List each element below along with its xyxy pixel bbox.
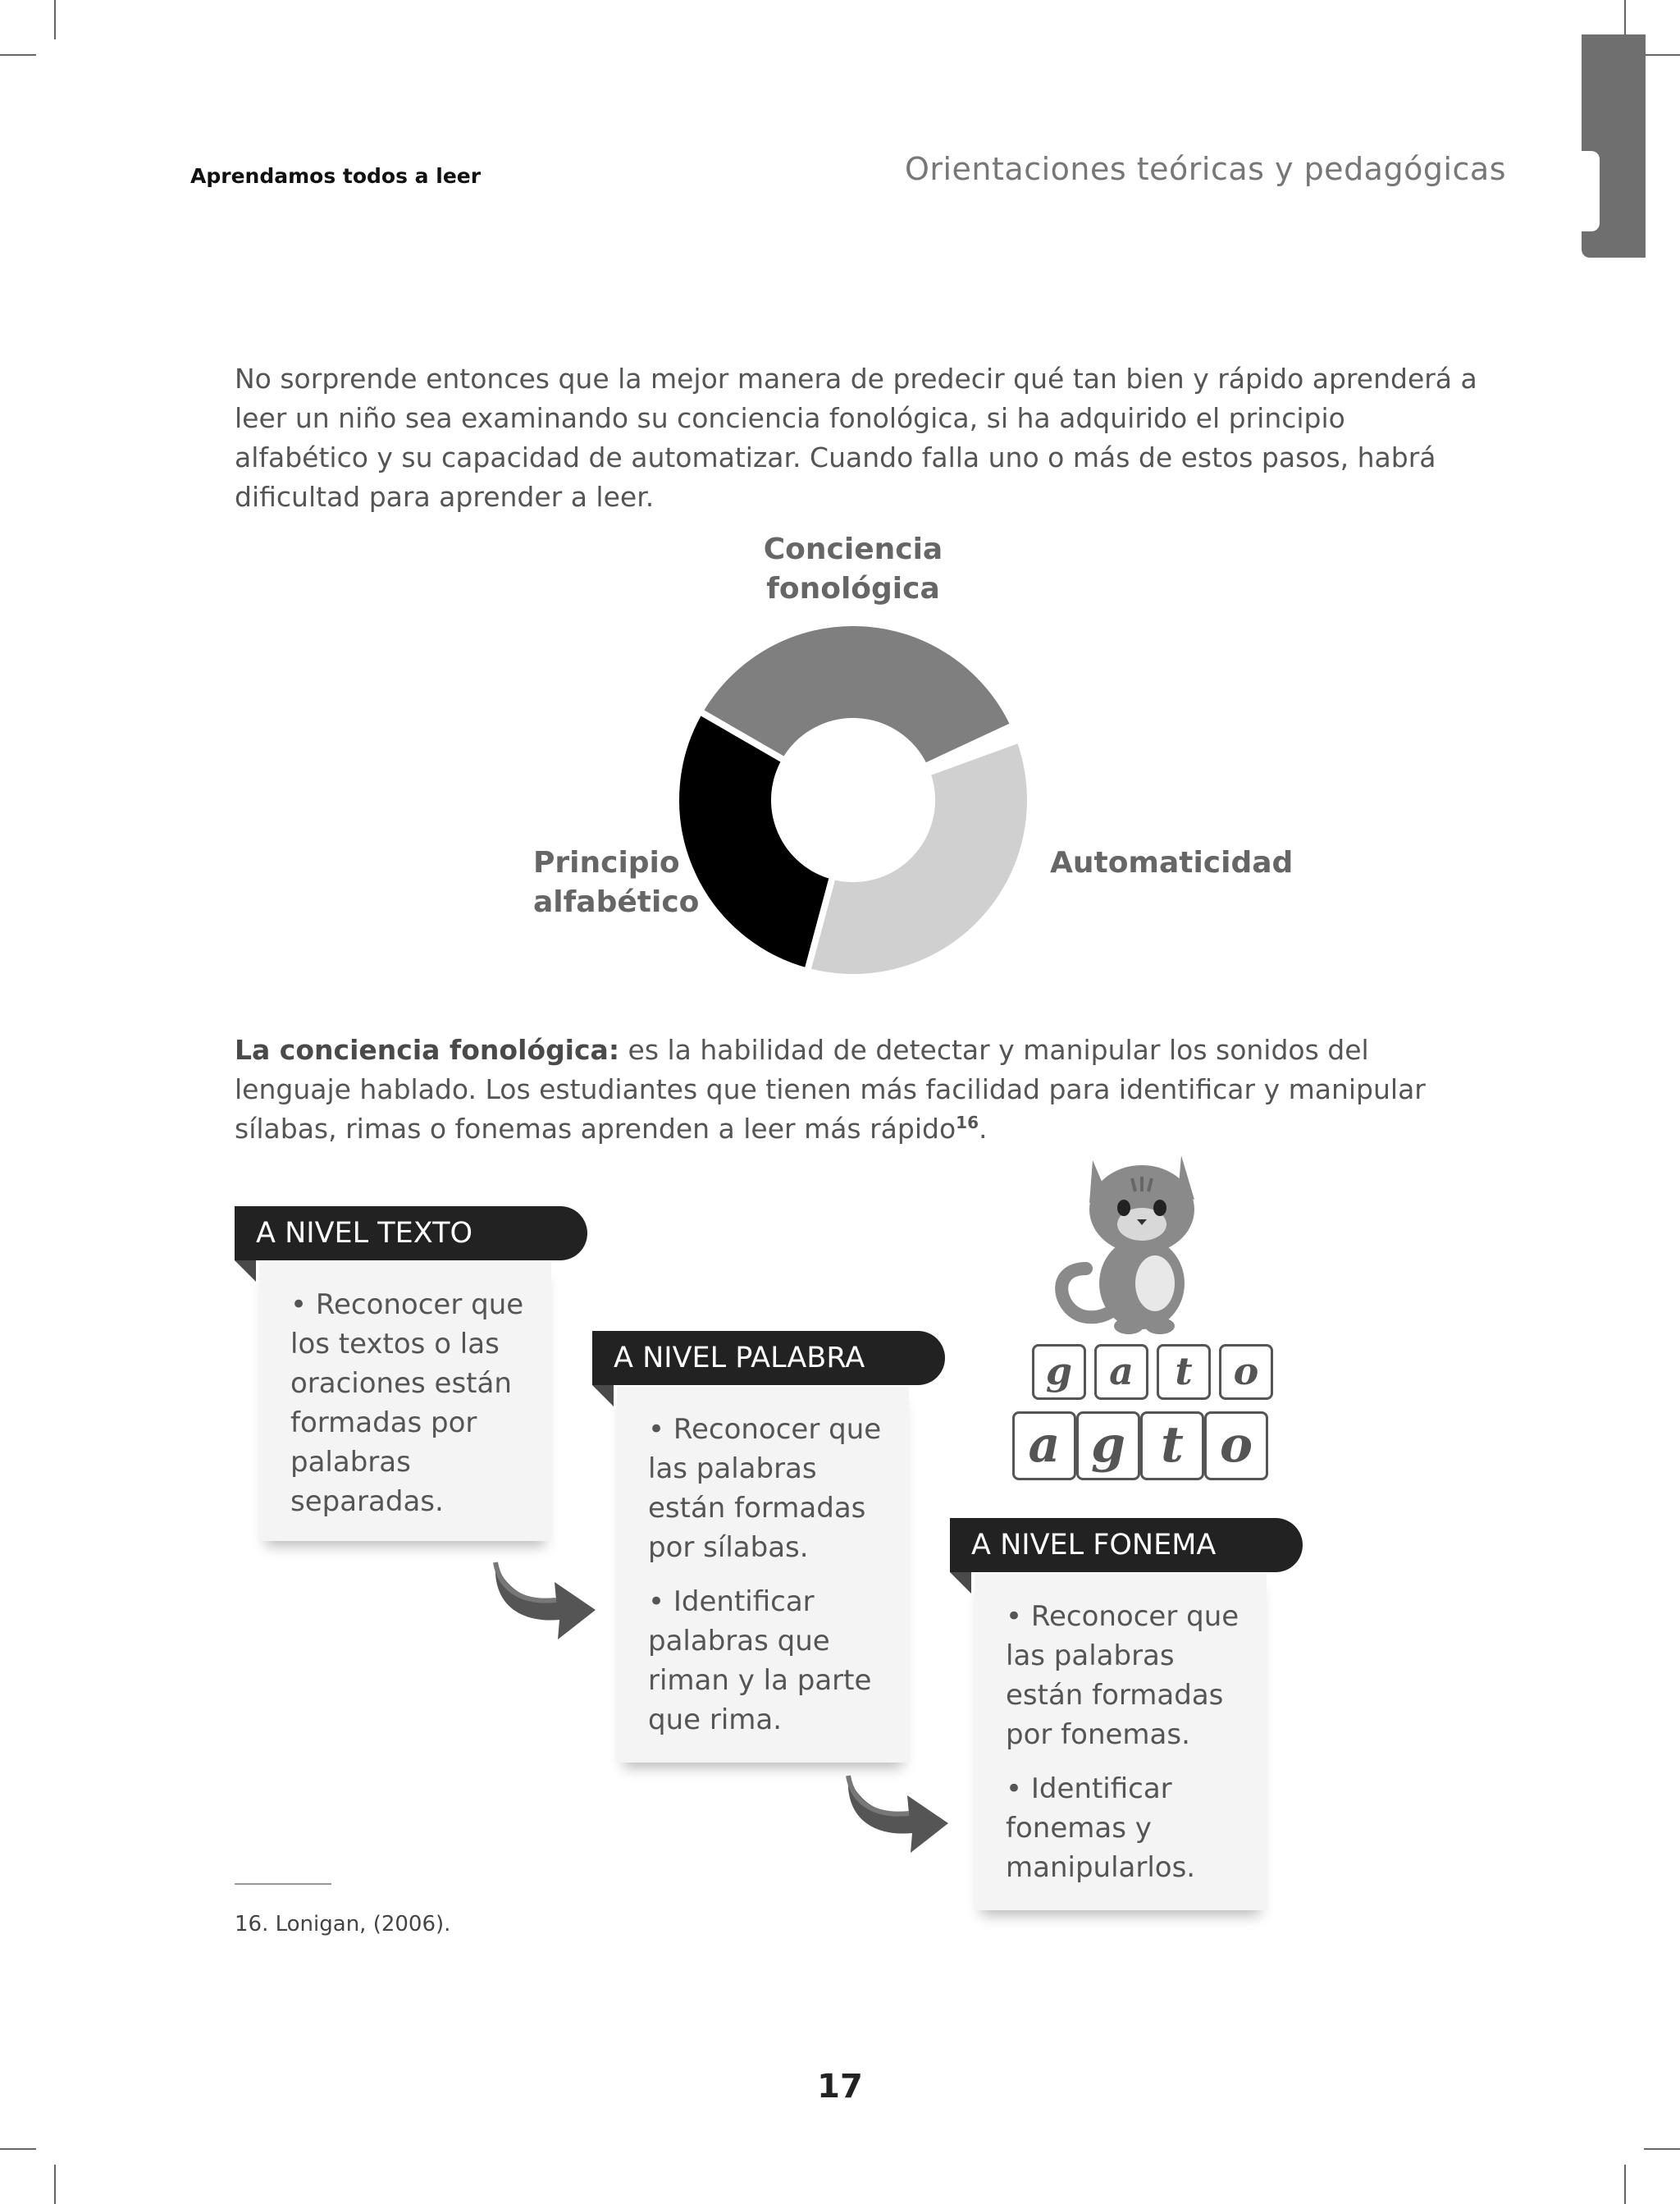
cycle-label-principio: Principio alfabético	[533, 846, 700, 919]
list-item: • Reconocer que las palabras están formadas por sílabas.	[648, 1413, 882, 1564]
crop-mark	[0, 54, 36, 56]
list-item: • Identificar fonemas y manipularlos.	[1006, 1772, 1196, 1884]
definition-text: es la habilidad de detectar y manipular los sonidos del lenguaje hablado. Los estudiantes que tienen más facilidad para identificar y manipular sílabas, rimas o fonemas aprenden a leer más rápido	[235, 1034, 1426, 1145]
label-fold	[235, 1260, 256, 1282]
footnote: 16. Lonigan, (2006).	[235, 1912, 451, 1937]
crop-mark	[0, 2148, 36, 2150]
letter-tile: g	[1076, 1411, 1140, 1480]
cycle-donut-diagram	[673, 615, 1034, 985]
level-card-fonema	[975, 1574, 1267, 1910]
letter-tile: a	[1094, 1344, 1148, 1400]
crop-mark	[1624, 2165, 1626, 2204]
letter-tile: a	[1012, 1411, 1076, 1480]
section-tab-marker	[1582, 34, 1646, 258]
list-item: • Reconocer que los textos o las oraciones están formadas por palabras separadas.	[290, 1288, 524, 1518]
crop-mark	[54, 0, 56, 39]
list-item: • Reconocer que las palabras están formadas por fonemas.	[1006, 1600, 1239, 1751]
section-title: Orientaciones teóricas y pedagógicas	[904, 151, 1506, 187]
letter-tile: g	[1032, 1344, 1086, 1400]
segment-automaticidad	[792, 739, 1030, 977]
crop-mark	[1644, 2148, 1680, 2150]
level-card-texto	[259, 1262, 551, 1541]
segment-principio	[676, 711, 833, 972]
label-fold	[592, 1385, 614, 1406]
crop-mark	[54, 2165, 56, 2204]
curved-arrow-icon	[492, 1559, 599, 1649]
cycle-label-conciencia: Conciencia fonológica	[763, 533, 943, 606]
curved-arrow-icon	[845, 1772, 952, 1863]
level-label-fonema: A NIVEL FONEMA	[950, 1518, 1303, 1572]
label-fold	[950, 1572, 971, 1594]
letter-tile: t	[1157, 1344, 1211, 1400]
level-label-palabra: A NIVEL PALABRA	[592, 1331, 945, 1385]
list-item: • Identificar palabras que riman y la parte que rima.	[648, 1585, 872, 1736]
letter-tile: o	[1219, 1344, 1273, 1400]
letter-tile: o	[1204, 1411, 1268, 1480]
definition-paragraph: La conciencia fonológica: es la habilidad de detectar y manipular los sonidos del lenguaje hablado. Los estudiantes que tienen más facilidad para identificar y manipular sílabas, rimas o fonemas aprenden a leer más rápido$^{16}$.	[235, 1034, 1426, 1145]
intro-paragraph: No sorprende entonces que la mejor manera de predecir qué tan bien y rápido aprenderá a leer un niño sea examinando su conciencia fonológica, si ha adquirido el principio alfabético y su capacidad de automatizar. Cuando falla uno o más de estos pasos, habrá dificultad para aprender a leer.	[235, 363, 1477, 513]
crop-mark	[1624, 0, 1626, 39]
page-number: 17	[817, 2068, 863, 2106]
cycle-label-automaticidad: Automaticidad	[1050, 846, 1294, 880]
crop-mark	[1644, 54, 1680, 56]
letter-tile: t	[1140, 1411, 1204, 1480]
level-label-texto: A NIVEL TEXTO	[235, 1206, 587, 1260]
footnote-divider	[235, 1883, 331, 1885]
level-card-palabra	[617, 1387, 909, 1763]
footnote-reference: 16	[956, 1113, 979, 1132]
definition-term: La conciencia fonológica:	[235, 1034, 620, 1066]
book-title: Aprendamos todos a leer	[190, 164, 482, 188]
cat-illustration	[1050, 1145, 1214, 1334]
